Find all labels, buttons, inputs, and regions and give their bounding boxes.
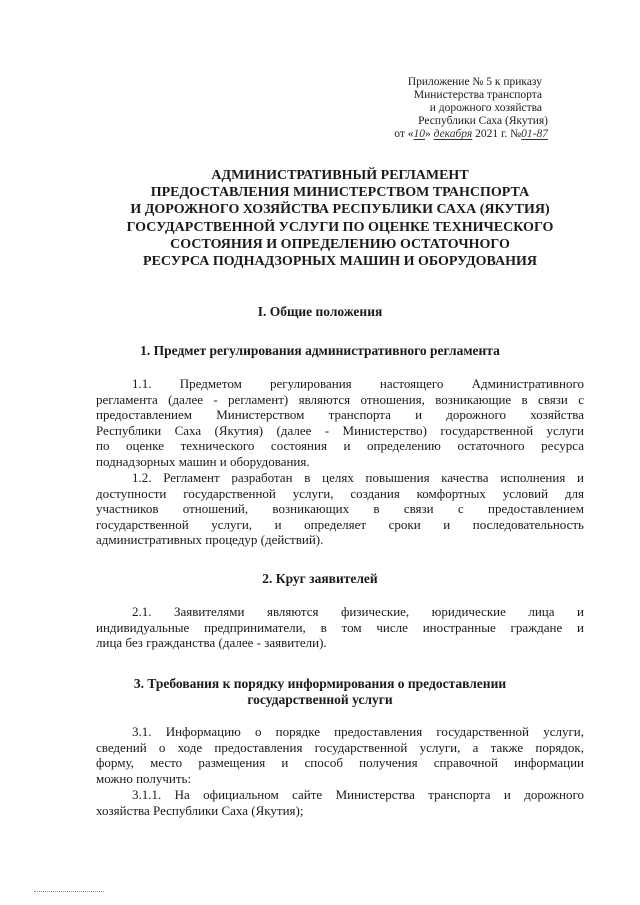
scan-artifact-line	[34, 891, 104, 892]
section-heading-applicants: 2. Круг заявителей	[262, 571, 378, 586]
title-line: СОСТОЯНИЯ И ОПРЕДЕЛЕНИЮ ОСТАТОЧНОГО	[170, 236, 510, 252]
paragraph-line: 1.1. Предметом регулирования настоящего Административного	[132, 376, 584, 391]
document-title	[110, 167, 570, 270]
paragraph-line: предоставлением Министерством транспорта и дорожного хозяйства	[96, 407, 584, 423]
order-date-line	[332, 128, 548, 141]
paragraph-line: 2.1. Заявителями являются физические, юридические лица и	[132, 604, 584, 619]
paragraph-line: Республики Саха (Якутия) (далее - Министерство) государственной услуги	[96, 422, 584, 438]
section-heading-informing-cont: государственной услуги	[247, 692, 393, 707]
paragraph-line: доступности государственной услуги, создания комфортных условий для	[96, 485, 584, 501]
section-heading-subject: 1. Предмет регулирования административного регламента	[140, 343, 500, 358]
paragraph-3-1-1	[96, 787, 584, 818]
date-year: 2021 г. №	[472, 128, 522, 140]
paragraph-line: регламента (далее - регламент) являются отношения, возникающие в связи с	[96, 391, 584, 407]
paragraph-line: административных процедур (действий).	[96, 532, 324, 548]
paragraph-line: по оценке технического состояния и определению остаточного ресурса	[96, 438, 584, 454]
paragraph-line: 3.1. Информацию о порядке предоставления государственной услуги,	[132, 724, 584, 739]
paragraph-line: государственной услуги, и определяет сроки и последовательность	[96, 516, 584, 532]
paragraph-line: хозяйства Республики Саха (Якутия);	[96, 802, 304, 818]
paragraph-line: лица без гражданства (далее - заявители).	[96, 635, 327, 651]
date-mid: »	[424, 128, 434, 140]
date-prefix: от «	[394, 128, 414, 140]
date-day: 10	[413, 128, 425, 140]
paragraph-1-1	[96, 376, 584, 470]
paragraph-2-1	[96, 604, 584, 651]
title-line: ПРЕДОСТАВЛЕНИЯ МИНИСТЕРСТВОМ ТРАНСПОРТА	[150, 185, 530, 201]
date-month: декабря	[433, 128, 473, 140]
paragraph-line: 3.1.1. На официальном сайте Министерства транспорта и дорожного	[132, 787, 584, 802]
header-line-2: Министерства транспорта	[413, 89, 542, 101]
paragraph-line: участников отношений, возникающих в связи с предоставлением	[96, 501, 584, 517]
paragraph-line: форму, место размещения и способ получения справочной информации	[96, 755, 584, 771]
paragraph-3-1	[96, 724, 584, 786]
section-heading-general: I. Общие положения	[257, 304, 383, 319]
title-line: И ДОРОЖНОГО ХОЗЯЙСТВА РЕСПУБЛИКИ САХА (ЯКУТИЯ)	[130, 202, 550, 218]
header-line-1: Приложение № 5 к приказу	[407, 76, 542, 88]
paragraph-line: индивидуальные предприниматели, в том числе иностранные граждане и	[96, 619, 584, 635]
paragraph-1-2	[96, 470, 584, 548]
paragraph-line: сведений о ходе предоставления государственной услуги, а также порядок,	[96, 739, 584, 755]
header-line-3: и дорожного хозяйства	[429, 102, 542, 114]
header-line-4: Республики Саха (Якутия)	[418, 115, 548, 127]
approval-header	[332, 76, 592, 141]
title-line: РЕСУРСА ПОДНАДЗОРНЫХ МАШИН И ОБОРУДОВАНИЯ	[143, 254, 537, 270]
paragraph-line: можно получить:	[96, 770, 192, 786]
paragraph-line: поднадзорных машин и оборудования.	[96, 453, 310, 469]
paragraph-line: 1.2. Регламент разработан в целях повышения качества исполнения и	[132, 470, 584, 485]
section-heading-informing: 3. Требования к порядку информирования о предоставлении	[133, 676, 507, 691]
title-line: ГОСУДАРСТВЕННОЙ УСЛУГИ ПО ОЦЕНКЕ ТЕХНИЧЕСКОГО	[126, 219, 554, 235]
order-number: 01-87	[521, 128, 548, 140]
title-line: АДМИНИСТРАТИВНЫЙ РЕГЛАМЕНТ	[211, 168, 469, 183]
